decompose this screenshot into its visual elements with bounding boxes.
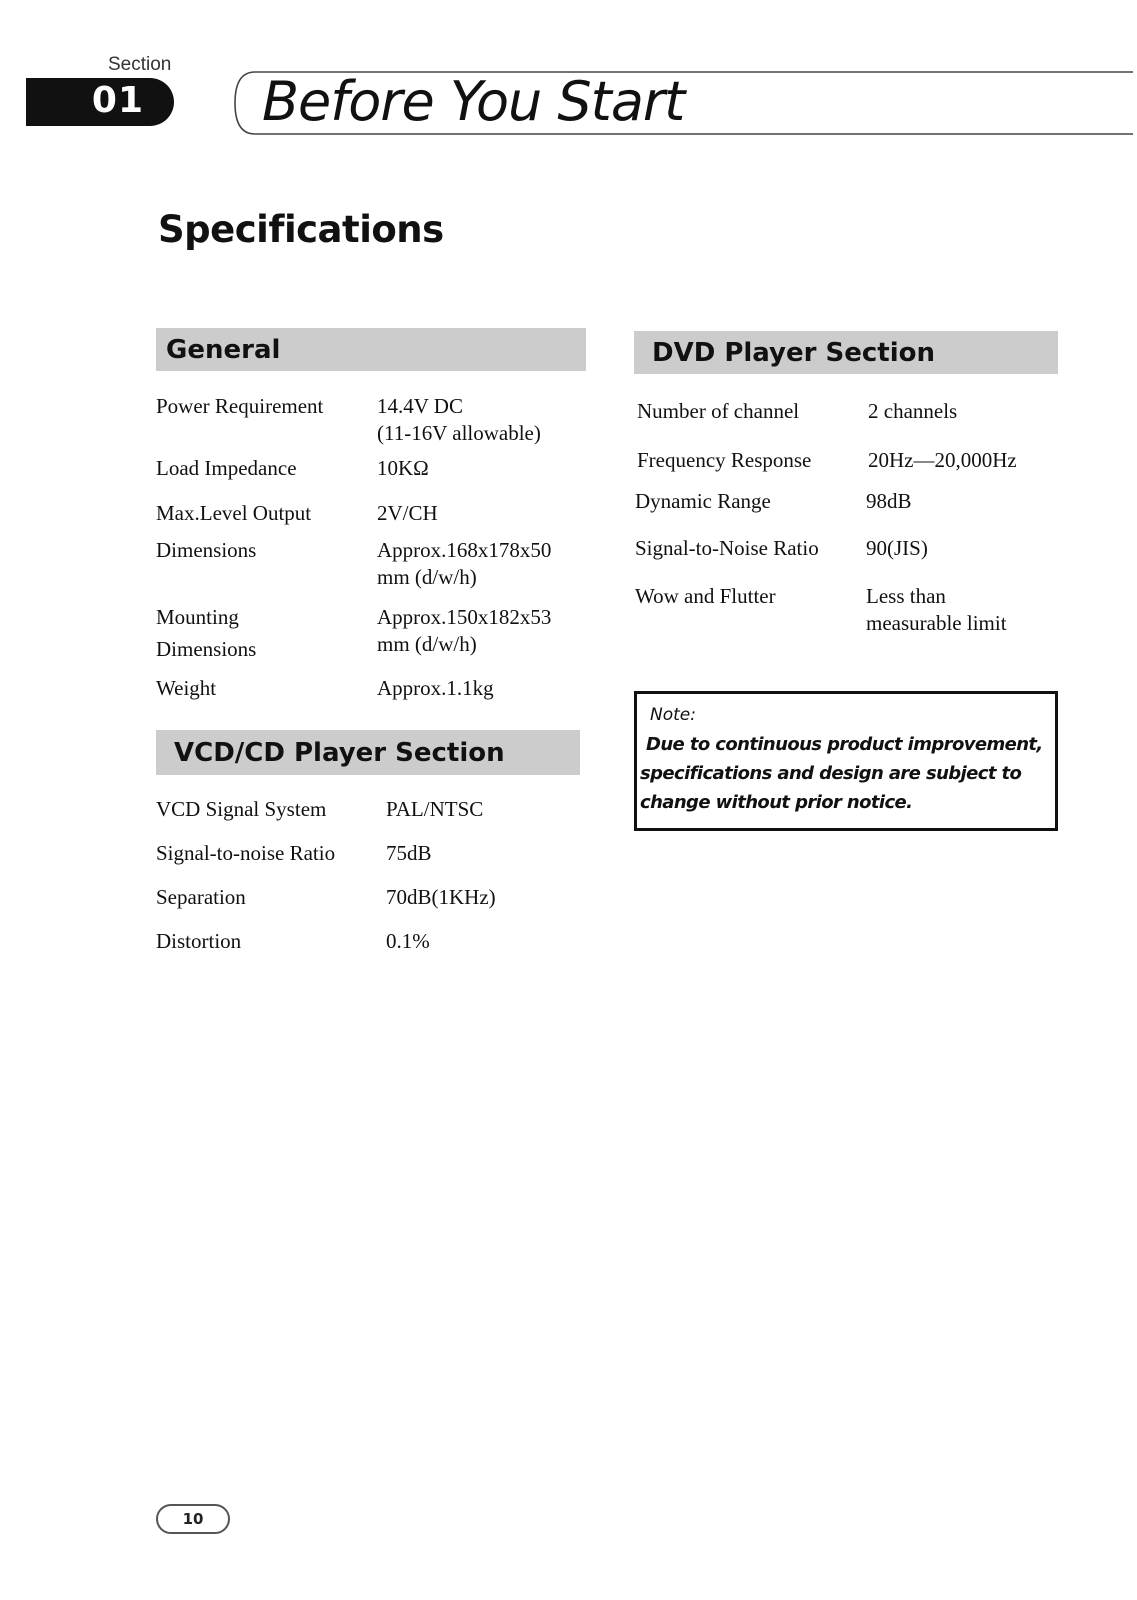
spec-label: Number of channel [637, 399, 800, 423]
spec-label-line: Dimensions [156, 637, 257, 661]
spec-label: Load Impedance [156, 456, 297, 480]
page-number: 10 [156, 1504, 230, 1534]
spec-label: VCD Signal System [156, 797, 327, 821]
spec-value: 70dB(1KHz) [386, 885, 496, 909]
spec-label [156, 604, 256, 663]
spec-value [377, 537, 551, 591]
spec-value: Approx.1.1kg [377, 676, 494, 700]
vcd-cd-section-header [156, 730, 580, 775]
spec-label: Signal-to-noise Ratio [156, 841, 336, 865]
section-label: Section [108, 54, 172, 75]
spec-value-line: mm (d/w/h) [377, 565, 477, 589]
spec-value: PAL/NTSC [386, 797, 484, 821]
spec-label: Power Requirement [156, 394, 324, 418]
spec-value: 98dB [866, 489, 912, 513]
spec-value-line: Approx.150x182x53 [377, 605, 552, 629]
vcd-cd-section-title: VCD/CD Player Section [174, 737, 505, 768]
section-number-tab [26, 78, 174, 126]
note-line: Due to continuous product improvement, [646, 734, 1043, 755]
spec-value [377, 604, 551, 658]
spec-value: 90(JIS) [866, 536, 928, 560]
spec-value: 0.1% [386, 929, 430, 953]
spec-value-line: 14.4V DC [377, 394, 463, 418]
spec-label: Frequency Response [637, 448, 812, 472]
note-line: change without prior notice. [640, 792, 913, 813]
spec-value-line: mm (d/w/h) [377, 632, 477, 656]
spec-value-line: Approx.168x178x50 [377, 538, 552, 562]
spec-label: Dimensions [156, 538, 257, 562]
spec-label: Max.Level Output [156, 501, 312, 525]
spec-label-line: Mounting [156, 605, 239, 629]
page-title: Before You Start [262, 70, 685, 133]
spec-label: Wow and Flutter [635, 584, 776, 608]
spec-value-line: (11-16V allowable) [377, 421, 541, 445]
spec-label: Signal-to-Noise Ratio [635, 536, 819, 560]
spec-value [377, 393, 541, 447]
spec-label: Separation [156, 885, 246, 909]
dvd-section-title: DVD Player Section [652, 337, 935, 368]
specifications-heading: Specifications [158, 208, 444, 251]
spec-value: 10KΩ [377, 456, 429, 480]
spec-value [866, 583, 1007, 637]
dvd-section-header [634, 331, 1058, 374]
spec-value-line: Less than [866, 584, 946, 608]
spec-label: Dynamic Range [635, 489, 771, 513]
spec-value: 2 channels [868, 399, 958, 423]
note-line: specifications and design are subject to [640, 763, 1022, 784]
spec-value: 75dB [386, 841, 432, 865]
general-section-title: General [166, 334, 281, 365]
note-text [640, 730, 1058, 817]
spec-value: 2V/CH [377, 501, 438, 525]
spec-value: 20Hz—20,000Hz [868, 448, 1017, 472]
spec-value-line: measurable limit [866, 611, 1007, 635]
spec-label: Distortion [156, 929, 242, 953]
section-number: 01 [91, 80, 144, 121]
note-title: Note: [650, 705, 696, 725]
general-section-header [156, 328, 586, 371]
spec-label: Weight [156, 676, 217, 700]
